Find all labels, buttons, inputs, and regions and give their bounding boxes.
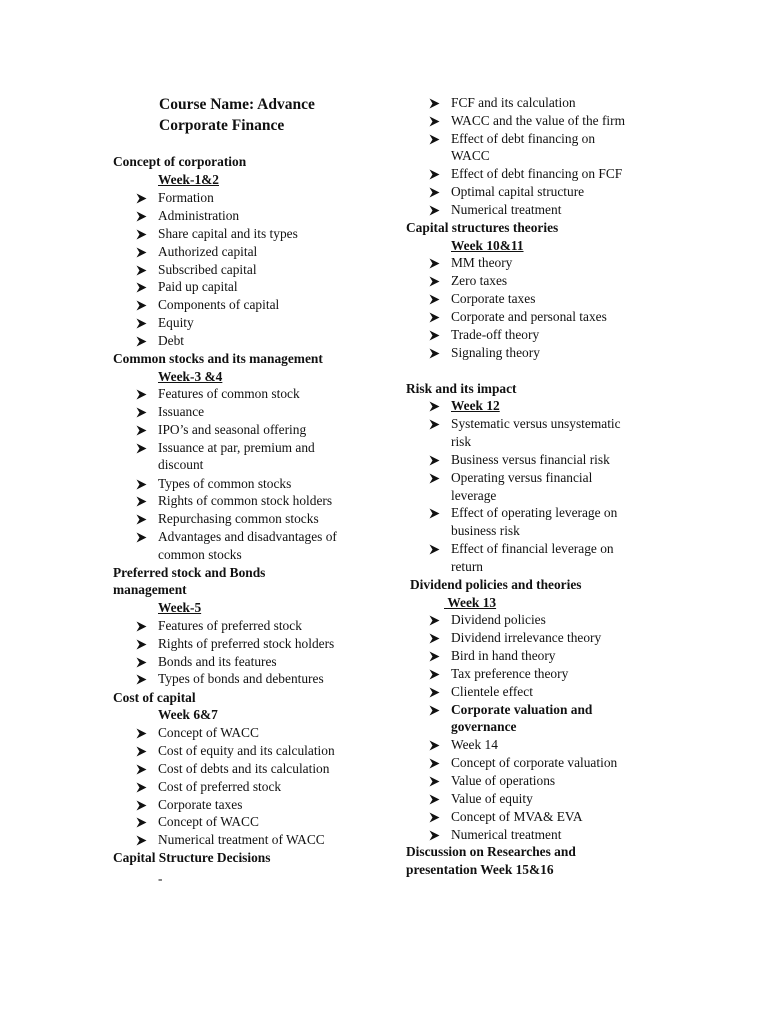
arrow-bullet-icon [429,794,440,805]
arrow-bullet-icon [429,401,440,412]
arrow-bullet-icon [136,621,147,632]
arrow-bullet-icon [429,633,440,644]
list-item: IPO’s and seasonal offering [136,421,306,439]
section-heading: Capital Structure Decisions [113,850,271,865]
list-item: Effect of operating leverage on [429,504,617,522]
list-item: Types of common stocks [136,475,291,493]
list-item: Features of common stock [136,385,300,403]
arrow-bullet-icon [136,835,147,846]
arrow-bullet-icon [429,544,440,555]
arrow-bullet-icon [136,282,147,293]
list-item: Dividend policies [429,611,546,629]
arrow-bullet-icon [429,740,440,751]
list-item: Components of capital [136,296,279,314]
section-heading: Discussion on Researches and [406,844,576,859]
stray-dash: - [158,871,163,886]
list-item: Trade-off theory [429,326,539,344]
arrow-bullet-icon [136,389,147,400]
arrow-bullet-icon [429,508,440,519]
list-item: Value of equity [429,790,533,808]
arrow-bullet-icon [136,817,147,828]
week-heading: Week 6&7 [158,707,218,722]
list-item: Paid up capital [136,278,238,296]
list-item: Concept of WACC [136,813,259,831]
arrow-bullet-icon [136,193,147,204]
list-item: Debt [136,332,184,350]
list-item: Corporate and personal taxes [429,308,607,326]
section-heading-continuation: presentation Week 15&16 [406,862,554,877]
list-item: WACC and the value of the firm [429,112,625,130]
arrow-bullet-icon [136,532,147,543]
list-item-continuation: return [451,559,483,574]
arrow-bullet-icon [429,615,440,626]
list-item: MM theory [429,254,512,272]
section-heading: Cost of capital [113,690,196,705]
section-heading: Risk and its impact [406,381,517,396]
arrow-bullet-icon [429,830,440,841]
list-item: Rights of preferred stock holders [136,635,334,653]
arrow-bullet-icon [429,187,440,198]
section-heading: Preferred stock and Bonds [113,565,266,580]
week-heading: Week 12 [429,397,500,415]
arrow-bullet-icon [136,639,147,650]
section-heading: Concept of corporation [113,154,247,169]
list-item-continuation: common stocks [158,547,242,562]
arrow-bullet-icon [429,294,440,305]
arrow-bullet-icon [429,330,440,341]
arrow-bullet-icon [136,514,147,525]
week-heading: Week 13 [447,595,497,610]
list-item: Concept of MVA& EVA [429,808,583,826]
list-item: Clientele effect [429,683,533,701]
arrow-bullet-icon [429,812,440,823]
list-item: Repurchasing common stocks [136,510,319,528]
week-heading: Week-3 &4 [158,369,223,384]
list-item-continuation: business risk [451,523,520,538]
arrow-bullet-icon [136,764,147,775]
arrow-bullet-icon [136,443,147,454]
list-item: Operating versus financial [429,469,592,487]
list-item: Zero taxes [429,272,507,290]
list-item-continuation: governance [451,719,517,734]
list-item: Features of preferred stock [136,617,302,635]
list-item: Issuance at par, premium and [136,439,315,457]
arrow-bullet-icon [136,496,147,507]
arrow-bullet-icon [429,116,440,127]
list-item: Advantages and disadvantages of [136,528,337,546]
list-item: Administration [136,207,239,225]
arrow-bullet-icon [136,728,147,739]
arrow-bullet-icon [429,776,440,787]
list-item-continuation: leverage [451,488,497,503]
list-item: Effect of debt financing on FCF [429,165,622,183]
section-heading: Capital structures theories [406,220,559,235]
week-heading: Week-1&2 [158,172,219,187]
week-heading: Week 10&11 [451,238,524,253]
arrow-bullet-icon [429,473,440,484]
list-item: Effect of financial leverage on [429,540,614,558]
list-item: Formation [136,189,214,207]
arrow-bullet-icon [429,687,440,698]
arrow-bullet-icon [136,318,147,329]
arrow-bullet-icon [136,407,147,418]
arrow-bullet-icon [429,258,440,269]
arrow-bullet-icon [136,800,147,811]
list-item: Value of operations [429,772,555,790]
arrow-bullet-icon [429,705,440,716]
arrow-bullet-icon [429,455,440,466]
list-item: Issuance [136,403,204,421]
list-item: Tax preference theory [429,665,568,683]
arrow-bullet-icon [429,169,440,180]
arrow-bullet-icon [136,674,147,685]
arrow-bullet-icon [429,651,440,662]
arrow-bullet-icon [429,205,440,216]
list-item: Numerical treatment of WACC [136,831,325,849]
arrow-bullet-icon [136,265,147,276]
list-item: Dividend irrelevance theory [429,629,601,647]
arrow-bullet-icon [136,229,147,240]
arrow-bullet-icon [136,211,147,222]
list-item-continuation: discount [158,457,204,472]
arrow-bullet-icon [429,134,440,145]
arrow-bullet-icon [429,758,440,769]
list-item: FCF and its calculation [429,94,576,112]
list-item: Numerical treatment [429,201,561,219]
list-item-continuation: risk [451,434,472,449]
arrow-bullet-icon [136,782,147,793]
arrow-bullet-icon [136,300,147,311]
list-item: Types of bonds and debentures [136,670,324,688]
arrow-bullet-icon [429,276,440,287]
list-item: Concept of WACC [136,724,259,742]
list-item: Numerical treatment [429,826,561,844]
list-item: Share capital and its types [136,225,298,243]
list-item: Business versus financial risk [429,451,610,469]
week-heading: Week-5 [158,600,202,615]
list-item: Systematic versus unsystematic [429,415,621,433]
arrow-bullet-icon [429,98,440,109]
section-heading-continuation: management [113,582,187,597]
list-item: Concept of corporate valuation [429,754,617,772]
list-item: Cost of equity and its calculation [136,742,335,760]
arrow-bullet-icon [429,312,440,323]
list-item: Cost of debts and its calculation [136,760,329,778]
list-item: Optimal capital structure [429,183,584,201]
arrow-bullet-icon [136,425,147,436]
section-heading: Common stocks and its management [113,351,323,366]
list-item: Cost of preferred stock [136,778,281,796]
list-item: Signaling theory [429,344,540,362]
list-item: Corporate taxes [429,290,535,308]
page-title-line-2: Corporate Finance [159,117,285,134]
list-item: Corporate taxes [136,796,242,814]
list-item: Authorized capital [136,243,257,261]
list-item: Effect of debt financing on [429,130,595,148]
list-item-heading: Corporate valuation and [429,701,592,719]
list-item: Rights of common stock holders [136,492,332,510]
arrow-bullet-icon [136,336,147,347]
arrow-bullet-icon [429,669,440,680]
arrow-bullet-icon [429,419,440,430]
list-item: Week 14 [429,736,498,754]
list-item-continuation: WACC [451,148,490,163]
arrow-bullet-icon [136,479,147,490]
arrow-bullet-icon [429,348,440,359]
arrow-bullet-icon [136,746,147,757]
arrow-bullet-icon [136,657,147,668]
arrow-bullet-icon [136,247,147,258]
list-item: Bonds and its features [136,653,277,671]
list-item: Subscribed capital [136,261,257,279]
list-item: Equity [136,314,194,332]
list-item: Bird in hand theory [429,647,556,665]
section-heading: Dividend policies and theories [410,577,582,592]
page-title-line-1: Course Name: Advance [159,96,315,113]
